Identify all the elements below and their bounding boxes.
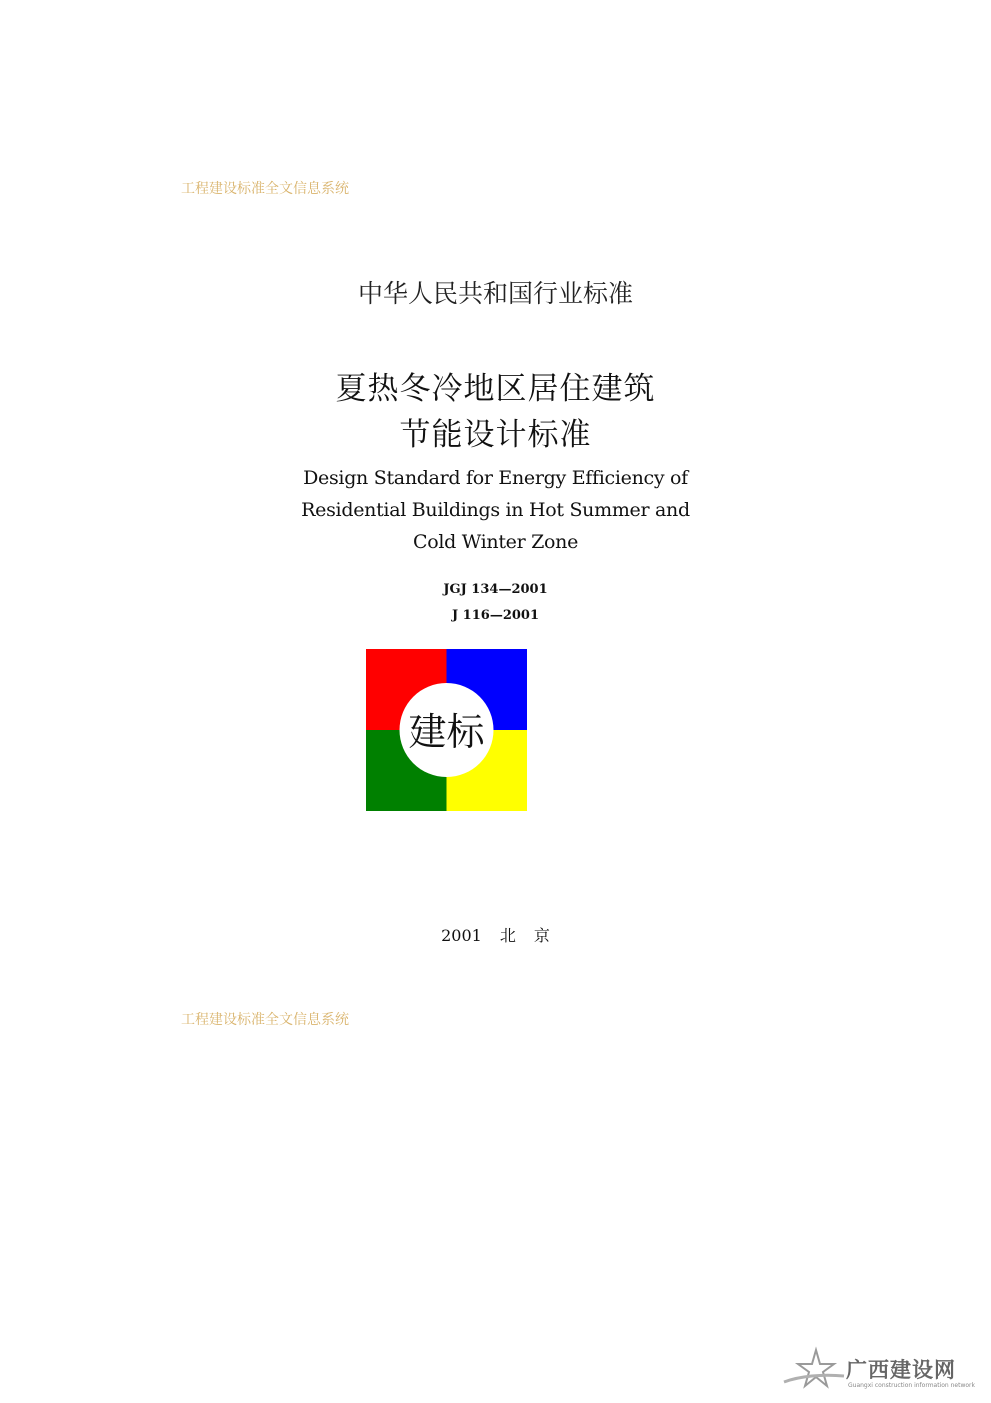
publication-city-char-2: 京 [533, 926, 550, 945]
jianbiao-logo [366, 649, 527, 811]
watermark-bottom: 工程建设标准全文信息系统 [181, 1012, 349, 1028]
star-swoosh-icon [782, 1346, 846, 1394]
watermark-top: 工程建设标准全文信息系统 [181, 181, 349, 197]
publication-city-char-1: 北 [499, 926, 516, 945]
standard-code-j: J 116—2001 [452, 608, 539, 623]
title-english-line-2: Residential Buildings in Hot Summer and [301, 499, 690, 521]
industry-standard-heading: 中华人民共和国行业标准 [357, 279, 633, 308]
site-name: 广西建设网 [846, 1357, 956, 1382]
site-badge [782, 1346, 982, 1396]
title-english-line-3: Cold Winter Zone [412, 531, 579, 553]
title-chinese-line-1: 夏热冬冷地区居住建筑 [335, 371, 656, 407]
standard-code-jgj: JGJ 134—2001 [443, 582, 548, 597]
title-chinese-line-2: 节能设计标准 [399, 417, 592, 453]
logo-text: 建标 [408, 710, 485, 754]
site-subtitle: Guangxi construction information network [848, 1382, 975, 1389]
publication-year: 2001 [441, 926, 482, 945]
title-english-line-1: Design Standard for Energy Efficiency of [303, 467, 688, 489]
publication-line [0, 923, 991, 946]
